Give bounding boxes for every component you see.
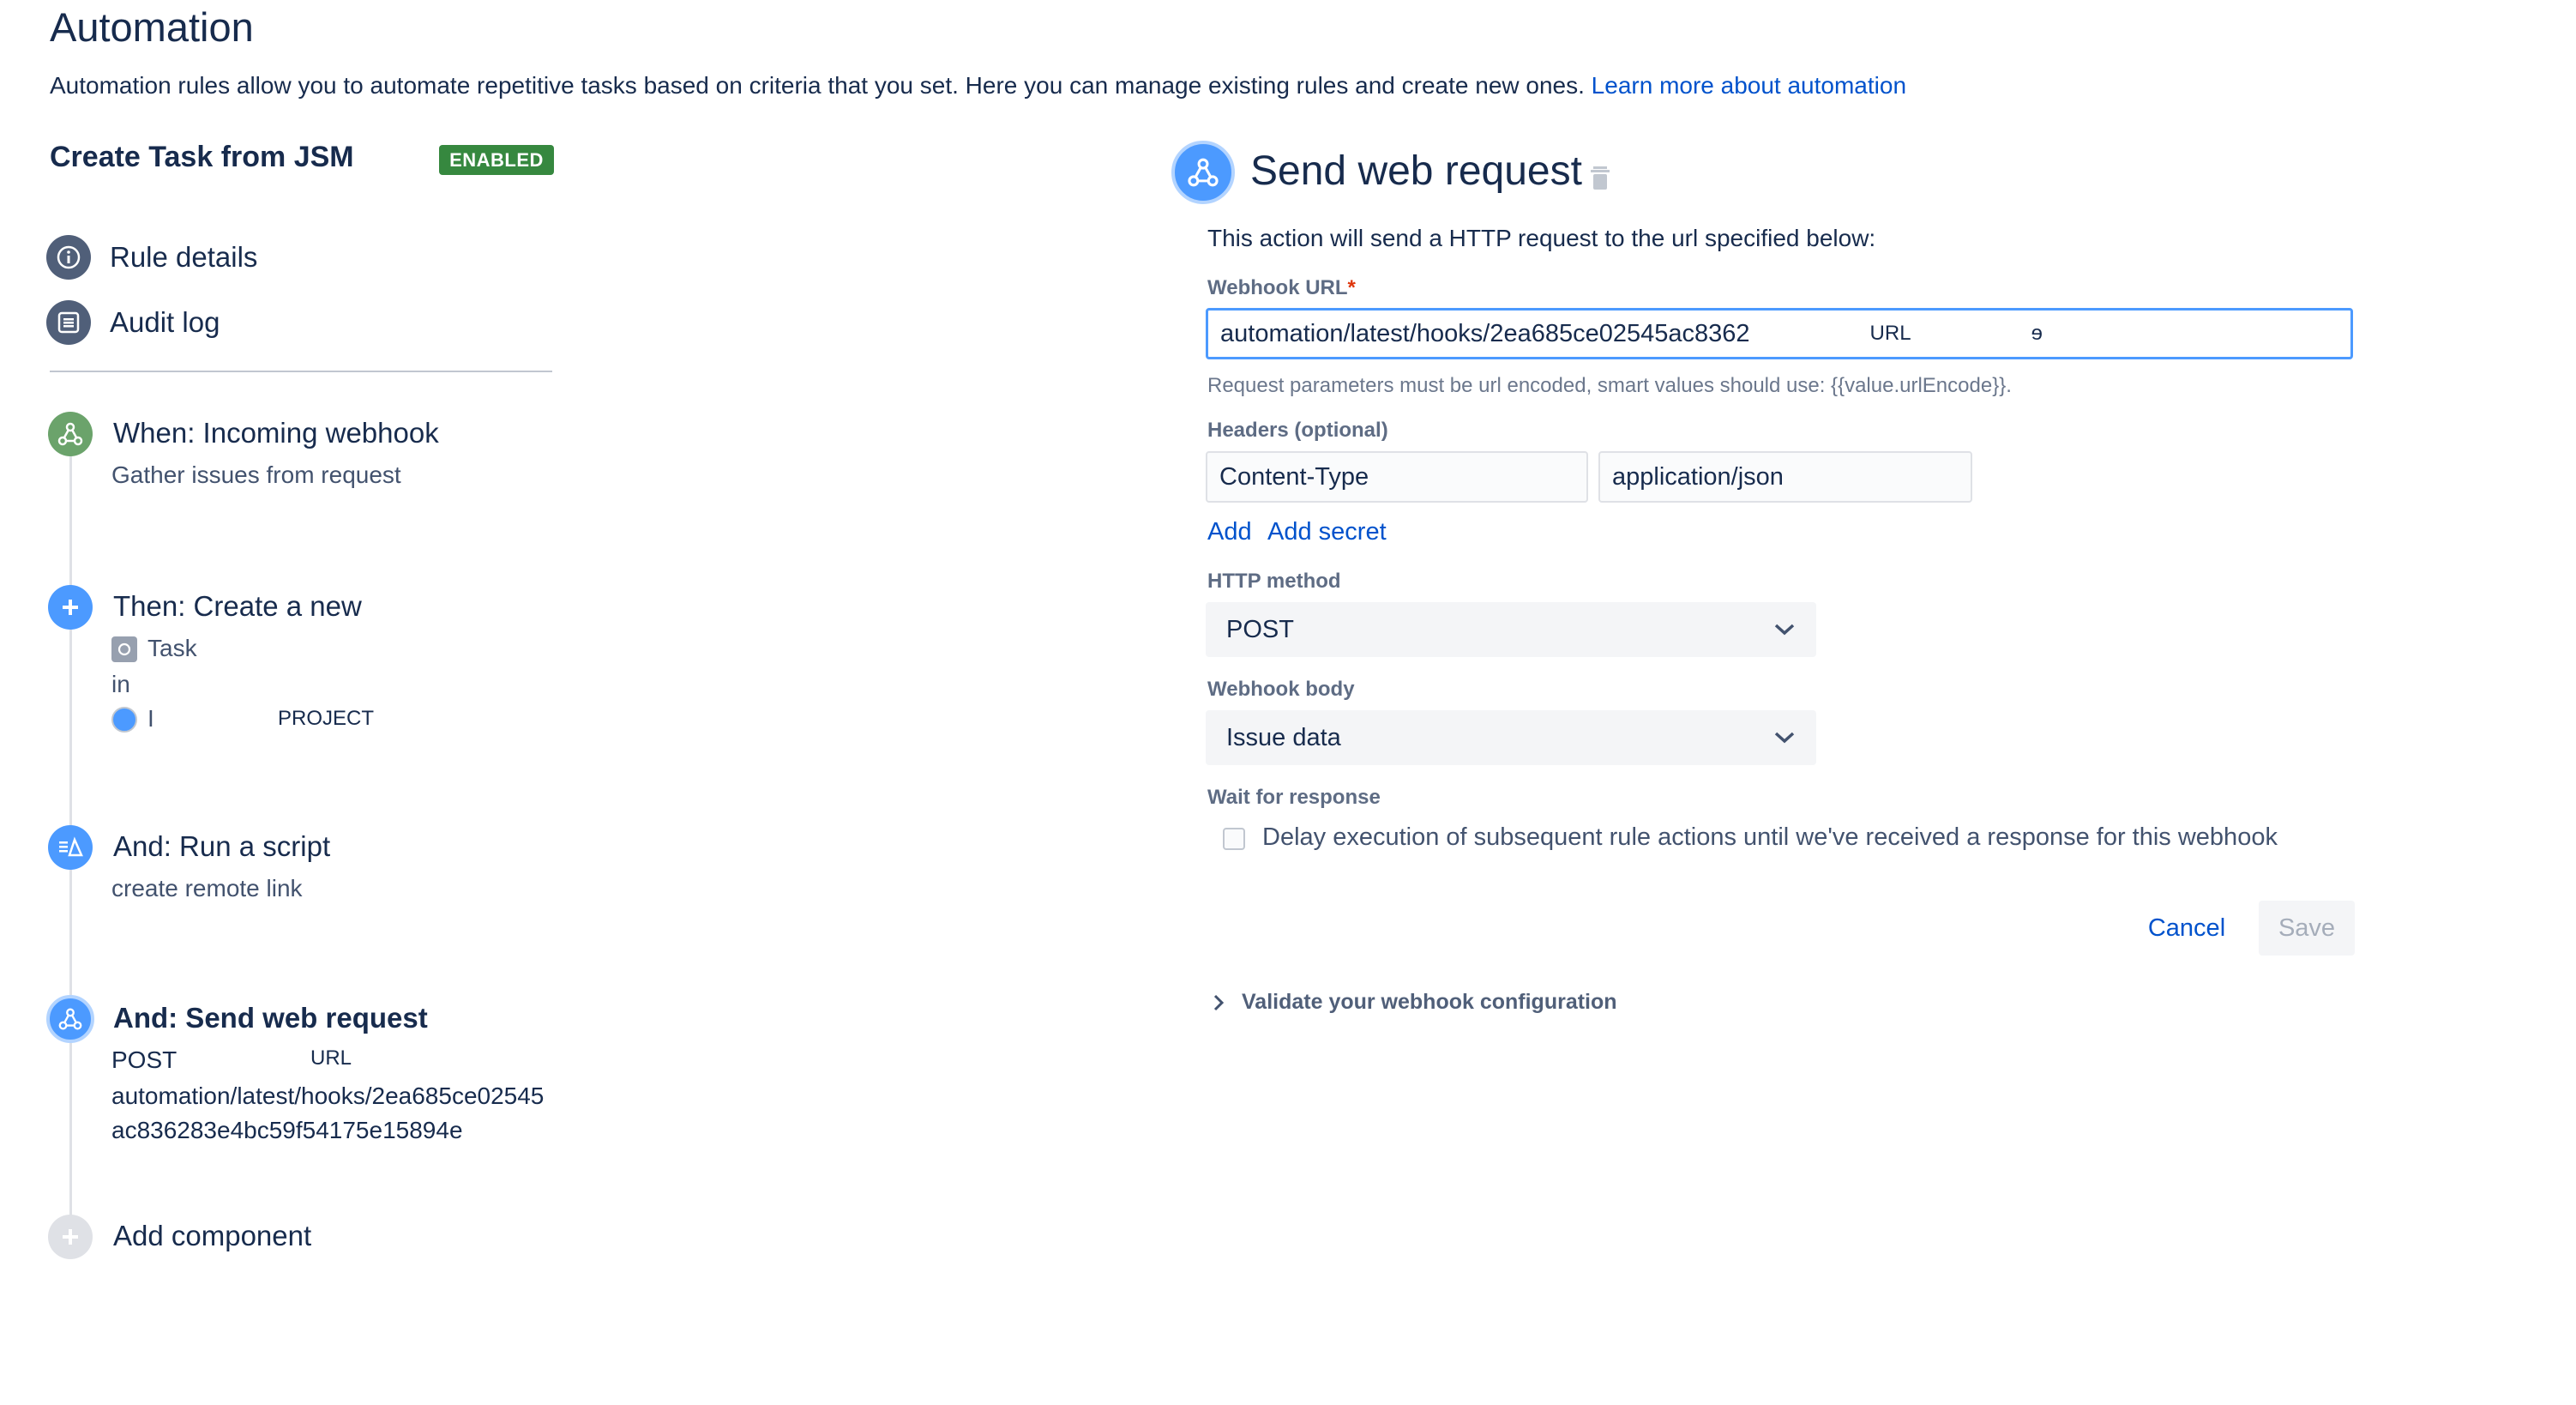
add-header-link[interactable]: Add <box>1207 518 1252 546</box>
webhook-icon <box>48 412 93 456</box>
validate-config-toggle[interactable] <box>1213 990 1617 1015</box>
webhook-url-label-text: Webhook URL <box>1207 276 1348 299</box>
step-create-project: PROJECT <box>278 707 375 730</box>
webhook-url-tag: URL <box>1869 322 1911 345</box>
webhook-url-input[interactable] <box>1206 308 2353 359</box>
required-mark: * <box>1347 276 1356 299</box>
step-create-title[interactable]: Then: Create a new <box>113 590 362 622</box>
script-icon <box>48 825 93 870</box>
url-help-text: Request parameters must be url encoded, smart values should use: {{value.urlEncode}}. <box>1207 374 2012 397</box>
page-description <box>50 72 1906 99</box>
webhook-icon <box>1171 141 1235 204</box>
learn-more-link[interactable]: Learn more about automation <box>1591 72 1907 99</box>
panel-title: Send web request <box>1250 148 1582 194</box>
step-webrequest-url-line1: automation/latest/hooks/2ea685ce02545 <box>111 1082 545 1109</box>
step-webrequest-url-line2: ac836283e4bc59f54175e15894e <box>111 1117 463 1143</box>
step-script-title[interactable]: And: Run a script <box>113 830 331 862</box>
webhook-url-label <box>1207 276 1356 300</box>
chevron-down-icon <box>1773 623 1796 636</box>
nav-audit-log[interactable] <box>46 300 220 345</box>
step-webrequest-title[interactable]: And: Send web request <box>113 1002 428 1034</box>
nav-rule-details[interactable] <box>46 235 257 280</box>
list-icon <box>46 300 91 345</box>
chevron-right-icon <box>1213 993 1225 1012</box>
chevron-down-icon <box>1773 731 1796 745</box>
body-select-value: Issue data <box>1226 723 1341 751</box>
wait-checkbox[interactable] <box>1223 828 1245 850</box>
body-label: Webhook body <box>1207 678 1355 701</box>
method-select-value: POST <box>1226 615 1294 643</box>
plus-icon <box>48 1215 93 1259</box>
page-title: Automation <box>50 4 254 50</box>
divider <box>50 371 552 372</box>
wait-checkbox-label[interactable]: Delay execution of subsequent rule actions until we've received a response for this webhook <box>1262 823 2278 851</box>
add-component-button[interactable]: Add component <box>113 1220 312 1251</box>
header-key-input[interactable] <box>1206 451 1588 503</box>
save-button[interactable]: Save <box>2259 901 2355 956</box>
info-icon <box>46 235 91 280</box>
step-trigger-sub: Gather issues from request <box>111 461 401 488</box>
header-key-value: Content-Type <box>1219 462 1369 491</box>
cancel-button[interactable]: Cancel <box>2147 914 2226 942</box>
step-webrequest-url-tag: URL <box>310 1046 352 1070</box>
header-value-value: application/json <box>1612 462 1784 491</box>
webhook-url-value: automation/latest/hooks/2ea685ce02545ac8362 <box>1220 319 1750 347</box>
body-select[interactable] <box>1206 710 1816 765</box>
header-value-input[interactable] <box>1598 451 1972 503</box>
webhook-icon <box>46 995 94 1043</box>
method-label: HTTP method <box>1207 570 1341 593</box>
headers-label: Headers (optional) <box>1207 419 1388 442</box>
panel-description: This action will send a HTTP request to the url specified below: <box>1207 225 1876 251</box>
validate-config-label: Validate your webhook configuration <box>1242 990 1617 1014</box>
plus-icon <box>48 585 93 630</box>
step-create-project-prefix: I <box>147 705 154 732</box>
webhook-url-tail: ɘ <box>2031 322 2043 345</box>
step-trigger-title[interactable]: When: Incoming webhook <box>113 417 439 449</box>
status-badge: ENABLED <box>439 145 554 175</box>
rule-name: Create Task from JSM <box>50 141 354 173</box>
step-webrequest-method: POST <box>111 1046 178 1073</box>
nav-rule-details-label: Rule details <box>110 241 258 273</box>
wait-label: Wait for response <box>1207 786 1381 809</box>
project-avatar-icon <box>111 707 137 733</box>
step-create-in: in <box>111 671 130 697</box>
step-script-sub: create remote link <box>111 875 303 901</box>
step-create-issue-type: Task <box>147 635 197 661</box>
task-icon <box>111 636 137 662</box>
page-description-text: Automation rules allow you to automate repetitive tasks based on criteria that you set. Here you can manage existing rules and create new ones. <box>50 72 1585 99</box>
method-select[interactable] <box>1206 602 1816 657</box>
nav-audit-log-label: Audit log <box>110 306 220 338</box>
trash-icon[interactable] <box>1588 163 1612 192</box>
add-secret-link[interactable]: Add secret <box>1267 518 1387 546</box>
